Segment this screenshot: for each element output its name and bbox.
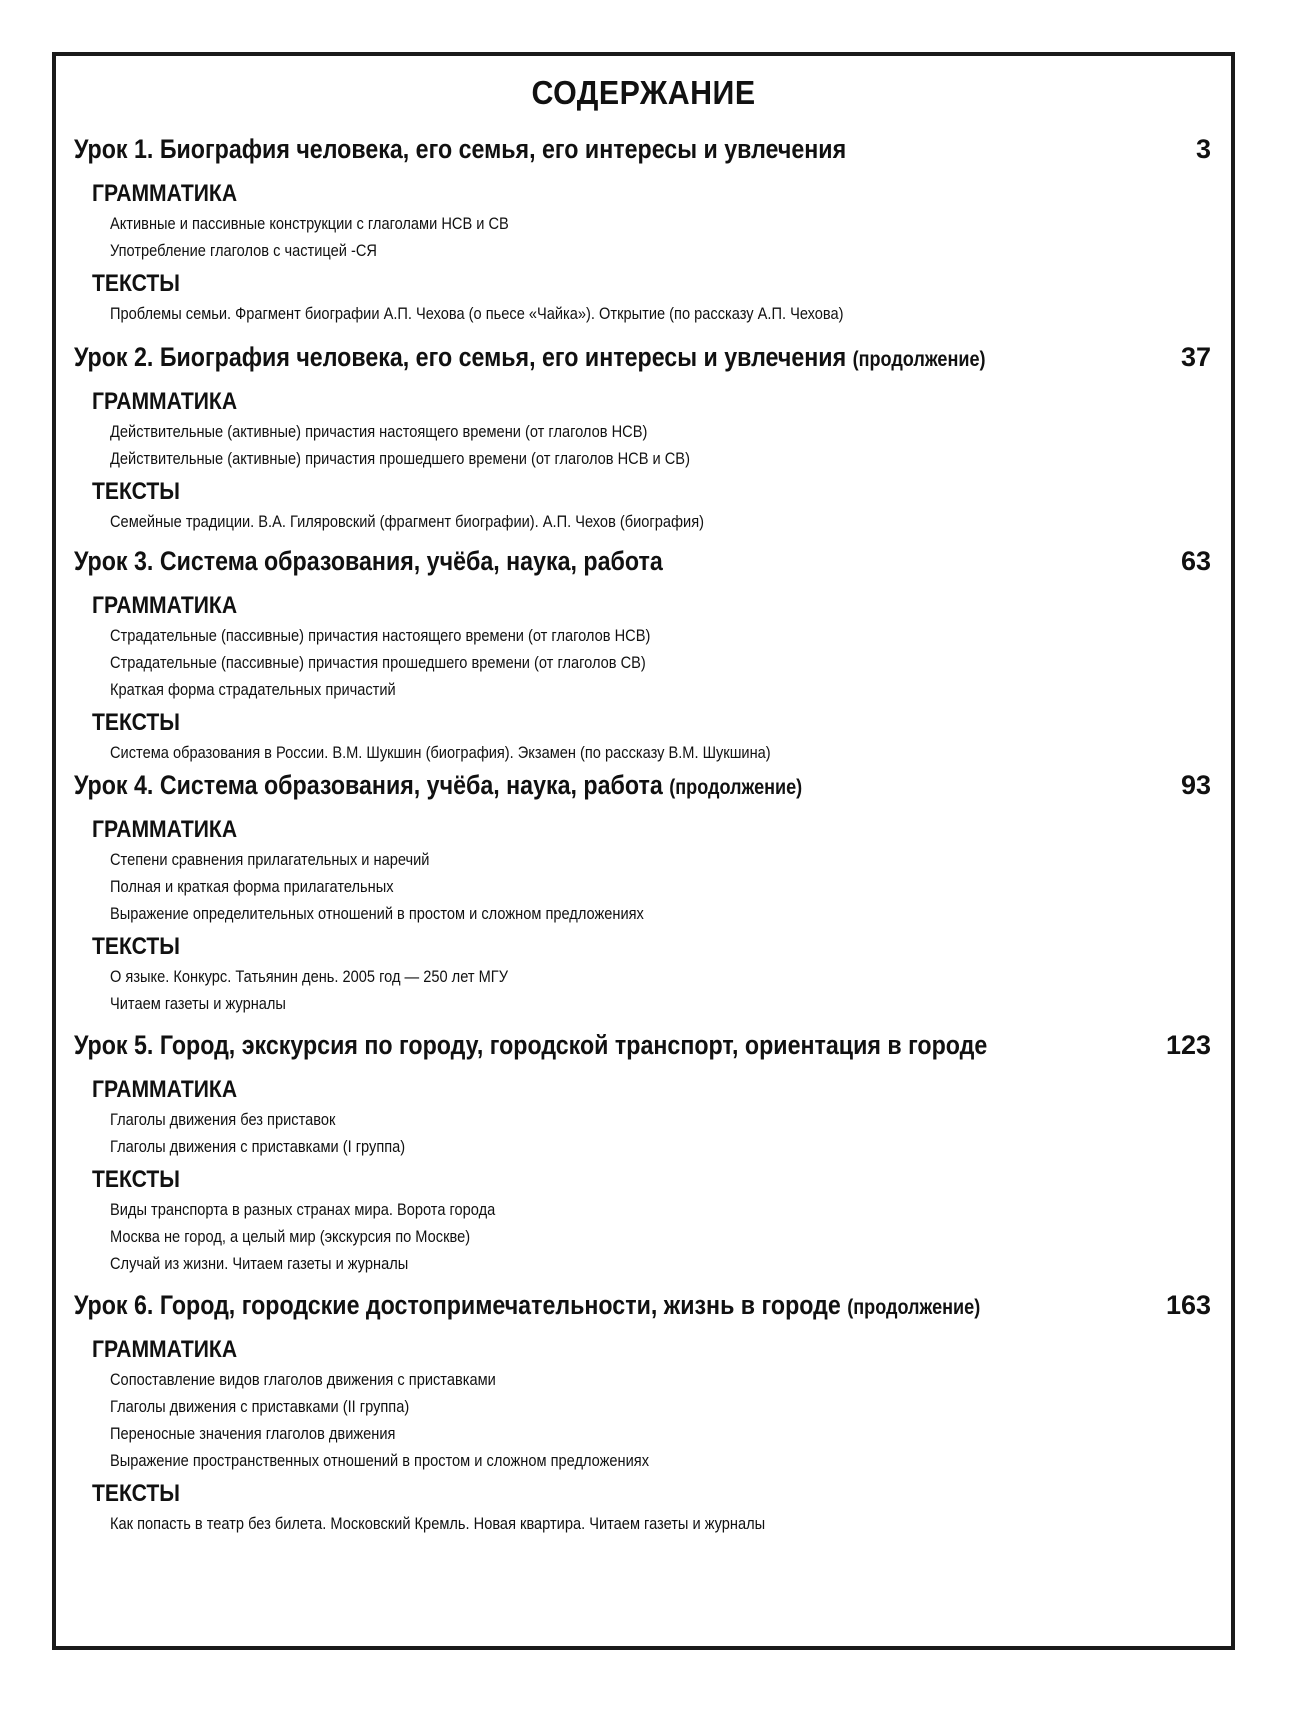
lesson-entry xyxy=(74,1030,1213,1277)
grammar-label: ГРАММАТИКА xyxy=(92,816,238,843)
grammar-section xyxy=(92,1074,1213,1160)
texts-label: ТЕКСТЫ xyxy=(92,270,180,297)
contents-frame xyxy=(52,52,1235,1650)
lesson-heading xyxy=(74,342,1213,382)
lesson-title xyxy=(74,546,663,577)
texts-items xyxy=(110,739,1213,766)
grammar-item: Выражение пространственных отношений в простом и сложном предложениях xyxy=(110,1451,650,1470)
lesson-continued-note: (продолжение) xyxy=(847,1296,981,1319)
texts-label: ТЕКСТЫ xyxy=(92,1166,180,1193)
texts-label: ТЕКСТЫ xyxy=(92,1480,180,1507)
grammar-item: Употребление глаголов с частицей -СЯ xyxy=(110,241,377,260)
grammar-items xyxy=(110,210,1213,264)
grammar-label: ГРАММАТИКА xyxy=(92,592,238,619)
grammar-items xyxy=(110,418,1213,472)
grammar-item: Действительные (активные) причастия настоящего времени (от глаголов НСВ) xyxy=(110,422,648,441)
lesson-title xyxy=(74,134,846,165)
texts-label: ТЕКСТЫ xyxy=(92,933,180,960)
grammar-item: Страдательные (пассивные) причастия настоящего времени (от глаголов НСВ) xyxy=(110,626,651,645)
grammar-item: Полная и краткая форма прилагательных xyxy=(110,877,394,896)
lesson-continued-note: (продолжение) xyxy=(669,776,803,799)
lesson-entry xyxy=(74,770,1213,1017)
lesson-page-number: 3 xyxy=(1195,134,1211,164)
lesson-heading xyxy=(74,546,1213,586)
grammar-items xyxy=(110,622,1213,703)
lesson-title xyxy=(74,1290,980,1321)
texts-section xyxy=(92,707,1213,766)
grammar-section xyxy=(92,178,1213,264)
texts-item: Читаем газеты и журналы xyxy=(110,994,286,1013)
lesson-title xyxy=(74,342,986,373)
lesson-title-text: Урок 5. Город, экскурсия по городу, городской транспорт, ориентация в городе xyxy=(74,1030,988,1060)
lesson-title-text: Урок 2. Биография человека, его семья, его интересы и увлечения xyxy=(74,342,847,372)
grammar-items xyxy=(110,846,1213,927)
texts-section xyxy=(92,931,1213,1017)
texts-section xyxy=(92,1478,1213,1537)
texts-item: Как попасть в театр без билета. Московский Кремль. Новая квартира. Читаем газеты и журналы xyxy=(110,1514,766,1533)
lesson-heading xyxy=(74,770,1213,810)
texts-item: О языке. Конкурс. Татьянин день. 2005 год — 250 лет МГУ xyxy=(110,967,508,986)
texts-section xyxy=(92,1164,1213,1277)
lesson-title-text: Урок 1. Биография человека, его семья, его интересы и увлечения xyxy=(74,134,847,164)
lesson-entry xyxy=(74,134,1213,327)
grammar-items xyxy=(110,1106,1213,1160)
texts-label: ТЕКСТЫ xyxy=(92,709,180,736)
grammar-items xyxy=(110,1366,1213,1474)
lesson-page-number: 123 xyxy=(1165,1030,1211,1060)
grammar-section xyxy=(92,1334,1213,1474)
grammar-label: ГРАММАТИКА xyxy=(92,180,238,207)
lesson-title-text: Урок 6. Город, городские достопримечательности, жизнь в городе xyxy=(74,1290,841,1320)
lesson-title-text: Урок 4. Система образования, учёба, наука, работа xyxy=(74,770,663,800)
lesson-entry xyxy=(74,342,1213,535)
lesson-page-number: 163 xyxy=(1165,1290,1211,1320)
grammar-item: Действительные (активные) причастия прошедшего времени (от глаголов НСВ и СВ) xyxy=(110,449,690,468)
lesson-heading xyxy=(74,1030,1213,1070)
grammar-label: ГРАММАТИКА xyxy=(92,1076,238,1103)
lesson-entry xyxy=(74,546,1213,766)
texts-items xyxy=(110,508,1213,535)
texts-item: Система образования в России. В.М. Шукшин (биография). Экзамен (по рассказу В.М. Шукшина) xyxy=(110,743,771,762)
lesson-page-number: 93 xyxy=(1180,770,1211,800)
lesson-title-text: Урок 3. Система образования, учёба, наука, работа xyxy=(74,546,663,576)
grammar-item: Степени сравнения прилагательных и наречий xyxy=(110,850,430,869)
lesson-heading xyxy=(74,1290,1213,1330)
grammar-item: Выражение определительных отношений в простом и сложном предложениях xyxy=(110,904,644,923)
texts-items xyxy=(110,300,1213,327)
lesson-page-number: 37 xyxy=(1180,342,1211,372)
texts-items xyxy=(110,1196,1213,1277)
page-title: СОДЕРЖАНИЕ xyxy=(531,74,756,111)
texts-item: Семейные традиции. В.А. Гиляровский (фрагмент биографии). А.П. Чехов (биография) xyxy=(110,512,705,531)
texts-section xyxy=(92,268,1213,327)
grammar-item: Страдательные (пассивные) причастия прошедшего времени (от глаголов СВ) xyxy=(110,653,646,672)
texts-item: Виды транспорта в разных странах мира. Ворота города xyxy=(110,1200,496,1219)
grammar-item: Глаголы движения без приставок xyxy=(110,1110,336,1129)
texts-items xyxy=(110,963,1213,1017)
lesson-continued-note: (продолжение) xyxy=(852,348,986,371)
lesson-entry xyxy=(74,1290,1213,1537)
grammar-item: Сопоставление видов глаголов движения с приставками xyxy=(110,1370,496,1389)
grammar-item: Переносные значения глаголов движения xyxy=(110,1424,396,1443)
lesson-title xyxy=(74,1030,987,1061)
texts-item: Москва не город, а целый мир (экскурсия по Москве) xyxy=(110,1227,471,1246)
texts-items xyxy=(110,1510,1213,1537)
grammar-label: ГРАММАТИКА xyxy=(92,388,238,415)
texts-section xyxy=(92,476,1213,535)
lesson-heading xyxy=(74,134,1213,174)
grammar-section xyxy=(92,814,1213,927)
grammar-item: Активные и пассивные конструкции с глаголами НСВ и СВ xyxy=(110,214,509,233)
grammar-section xyxy=(92,386,1213,472)
grammar-item: Краткая форма страдательных причастий xyxy=(110,680,396,699)
grammar-section xyxy=(92,590,1213,703)
lesson-page-number: 63 xyxy=(1180,546,1211,576)
lesson-title xyxy=(74,770,802,801)
texts-item: Проблемы семьи. Фрагмент биографии А.П. Чехова (о пьесе «Чайка»). Открытие (по рассказу А.П. Чехова) xyxy=(110,304,844,323)
texts-item: Случай из жизни. Читаем газеты и журналы xyxy=(110,1254,409,1273)
grammar-label: ГРАММАТИКА xyxy=(92,1336,238,1363)
grammar-item: Глаголы движения с приставками (I группа) xyxy=(110,1137,406,1156)
grammar-item: Глаголы движения с приставками (II группа) xyxy=(110,1397,410,1416)
texts-label: ТЕКСТЫ xyxy=(92,478,180,505)
